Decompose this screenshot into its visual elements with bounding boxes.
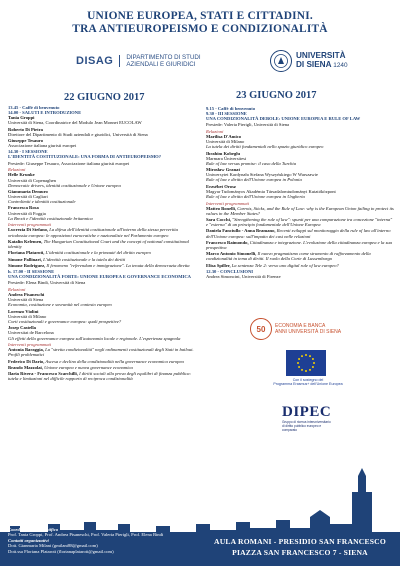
session-title: UNA CONDIZIONALITÀ DEBOLE: UNIONE EUROPEA E RULE OF LAW <box>206 116 361 122</box>
speaker-name: Marco Antonio Simonelli, <box>206 251 257 257</box>
session-chair: Presiede: Giuseppe Tesauro, Associazione italiana giuristi europei <box>8 160 130 166</box>
title-block <box>0 10 400 36</box>
footer-credits <box>8 527 198 554</box>
talk-title: L'identità costituzionale e la tutela dei diritti <box>41 256 126 262</box>
programmed-intervention <box>8 365 194 370</box>
day-2-programme <box>206 104 394 279</box>
dipec-logo <box>282 404 332 438</box>
economia-banca-text: ECONOMIA E BANCA ANNI UNIVERSITÀ DI SIENA <box>275 323 342 335</box>
eu-star <box>298 358 300 360</box>
speaker-entry <box>206 151 394 166</box>
contact-2: Dott.ssa Floriana Plataroti (florianaplataroti@gmail.com) <box>8 548 114 554</box>
talk-title: Corti costituzionali e governance europea: quali prospettive? <box>8 318 122 324</box>
talk-title: Rule of law e diritto dell'Unione europea in Polonia <box>206 177 302 183</box>
session-title: UNA CONDIZIONALITÀ FORTE: UNIONE EUROPEA E GOVERNANCE ECONOMICA <box>8 274 191 280</box>
talk-title: I diritti sociali alla prova degli equilibri di finanza pubblica: tutela e limitazioni nel difficile rapporto di reciproca condizionalità <box>8 371 192 382</box>
speaker-name: Elisa Spiller, <box>206 262 231 268</box>
programmed-intervention <box>8 227 194 237</box>
talk-title: "Strengthening the rule of law": spunti per una comparazione tra concezione "interna" e "esterna" di un principio fondamentale dell'Unione Europea <box>206 217 393 228</box>
session-chair: Presiede: Elena Bindi, Università di Siena <box>8 280 86 286</box>
programmed-intervention <box>8 371 194 381</box>
day-2-heading: 23 GIUGNO 2017 <box>236 90 317 101</box>
speaker-entry <box>206 184 394 199</box>
speaker-name: Brando Mazzolai, <box>8 364 43 370</box>
speaker-name: Lorenzo Violini <box>8 308 39 314</box>
speaker-entry <box>8 205 194 220</box>
speaker-entry <box>206 134 394 149</box>
talk-title: Il nuovo pragmatismo come strumento di rafforzamento della condizionalità in tema di diritti. Il ruolo della Corte di Lussemburgo <box>206 251 371 262</box>
speaker-affiliation: Università di Milano <box>8 313 47 319</box>
session-chair: Presiede: Valeria Pierigli, Università di Siena <box>206 122 290 128</box>
speaker-name: Daniela Fanciullo - Anna Bramano, <box>206 228 276 234</box>
day-1-heading: 22 GIUGNO 2017 <box>64 92 145 103</box>
programmed-intervention <box>8 263 194 268</box>
speaker-affiliation: Magyar Tudományos Akadémia Társadalomtudományi Kutatóközpont <box>206 188 336 194</box>
plain-line: Andrea Simoncini, Università di Firenze <box>206 274 281 280</box>
talk-title: Recenti sviluppi sul monitoraggio della rule of law all'interno dell'Unione europea: sull'impatto dei casi nelle relazioni <box>206 228 391 239</box>
section-label: Interventi programmati <box>8 342 52 348</box>
programmed-intervention <box>8 239 194 249</box>
university-siena-logo <box>270 50 348 72</box>
coordination-text: Prof. Tania Groppi, Prof. Andrea Pisaneschi, Prof. Valeria Pierigli, Prof. Elena Bindi <box>8 532 164 538</box>
speaker-affiliation: Università di Siena <box>8 297 44 303</box>
speaker-affiliation: Direttore del Dipartimento di Studi aziendali e giuridici, Università di Siena <box>8 131 148 137</box>
speaker-name: Francesco Raimondo, <box>206 239 249 245</box>
speaker-name: Giammaria Demuro <box>8 188 48 194</box>
talk-title: Controlimiti e identità costituzionale <box>8 199 76 205</box>
eu-star <box>305 370 307 372</box>
economia-banca-logo <box>250 318 370 340</box>
speaker-name: Roberto Di Pietra <box>8 126 43 132</box>
contact-1: Dott. Gianmaria Milani (gmilani88@gmail.com) <box>8 543 98 549</box>
talk-title: Rule of law e diritto dell'Unione europea in Ungheria <box>206 193 305 199</box>
programmed-intervention <box>8 347 194 357</box>
venue-line-1: AULA ROMANI - PRESIDIO SAN FRANCESCO <box>214 537 386 546</box>
event-title-line-2: TRA ANTIEUROPEISMO E CONDIZIONALITÀ <box>72 23 328 35</box>
speaker-name: Erzsébet Orosz <box>206 183 236 189</box>
speaker-entry <box>206 167 394 182</box>
disag-mark: DISAG <box>76 55 120 67</box>
speaker-affiliation: Università di Cagliari <box>8 194 48 200</box>
speaker-affiliation: Università di Copenaghen <box>8 177 56 183</box>
speaker-name: Simone Pallinari, <box>8 256 42 262</box>
speaker-entry <box>8 309 194 324</box>
header-logos <box>0 50 400 84</box>
day-1-programme <box>8 103 194 383</box>
dipec-subtitle: Gruppo di ricerca interuniversitario di diritto pubblico europeo e comparato <box>282 420 331 432</box>
talk-title: Ascesa e declino della condizionalità nella governance economica europea <box>44 358 184 364</box>
section-label: Interventi programmati <box>206 200 250 206</box>
speaker-entry <box>8 189 194 204</box>
speaker-name: Francesca Rosa <box>8 205 39 211</box>
speaker-name: Federico Di Dario, <box>8 358 45 364</box>
speaker-entry <box>8 292 194 307</box>
speaker-affiliation: Associazione italiana giuristi europei <box>8 143 77 149</box>
talk-title: L'identità costituzionale e la primauté del diritto europeo <box>44 250 151 256</box>
section-label: Relazioni <box>8 286 26 292</box>
speaker-name: Mirosław Granat <box>206 167 240 173</box>
speaker-affiliation: Università di Siena, Coordinatrice del Modulo Jean Monnet EUCOLAW <box>8 120 142 126</box>
schedule-time: 13.45 - Caffè di benvenuto <box>8 104 60 110</box>
speaker-entry <box>8 115 194 125</box>
talk-title: La tutela dei diritti fondamentali nello spazio giuridico europeo <box>206 144 324 150</box>
speaker-entry <box>8 138 194 148</box>
eu-star <box>298 366 300 368</box>
speaker-affiliation: Uniwersytet Kardynała Stefana Wyszyńskiego W Warszawie <box>206 172 318 178</box>
university-seal-icon <box>270 50 292 72</box>
section-label: Relazioni <box>8 167 26 173</box>
coordination-label: Coordinamento scientifico <box>8 527 59 532</box>
talk-title: Democratic drivers, identità costituzionale e Unione europea <box>8 182 121 188</box>
programmed-intervention <box>8 359 194 364</box>
programmed-intervention <box>206 228 394 238</box>
event-title-line-1: UNIONE EUROPEA, STATI E CITTADINI. <box>87 10 313 22</box>
talk-title: Cittadinanza e integrazione. L'evoluzione della cittadinanza europea e la sua prospettiva <box>206 239 392 251</box>
contacts-label: Contatti organizzativi <box>8 537 49 543</box>
speaker-name: Antonia Baraggia, <box>8 347 44 353</box>
speaker-name: Tania Groppi <box>8 115 35 121</box>
schedule-time: 9.15 - Caffè di benvenuto <box>206 105 256 111</box>
speaker-name: Marilisa D'Amico <box>206 133 242 139</box>
eu-star <box>301 369 303 371</box>
talk-title: La difesa dell'identità costituzionale all'interno della stessa pervertita ortodossia europea: le opposizioni eurocratiche e nazionaliste nel Parlamento europeo <box>8 227 178 238</box>
eu-star <box>305 354 307 356</box>
session-title: L'IDENTITÀ COSTITUZIONALE: UNA FORMA DI ANTIEUROPEISMO? <box>8 154 162 160</box>
talk-title: La Brexit e l'identità costituzionale britannica <box>8 215 93 221</box>
speaker-name: Helle Krunke <box>8 172 35 178</box>
talk-title: The Hungarian Constitutional Court and the concept of national constitutional identity <box>8 238 189 250</box>
disag-department-name: DIPARTIMENTO DI STUDI AZIENDALI E GIURIDICI <box>126 54 201 68</box>
talk-title: Carrots, Sticks, and the Rule of Law: why is the European Union failing to protect its values in the Member States? <box>206 205 394 216</box>
speaker-affiliation: Marmara Üniversitesi <box>206 155 247 161</box>
talk-title: Gli effetti della governance europea sull'autonomia locale e regionale. L'esperienza spagnola <box>8 335 181 341</box>
speaker-entry <box>8 325 194 340</box>
section-label: Interventi programmati <box>8 222 52 228</box>
speaker-entry <box>8 172 194 187</box>
speaker-name: Lucrezia Di Stefano, <box>8 227 49 233</box>
speaker-name: Sara Cocchi, <box>206 217 232 223</box>
eu-flag-icon <box>286 350 326 376</box>
disag-logo <box>76 54 201 68</box>
eu-star <box>313 362 315 364</box>
dipec-wordmark: DIPEC <box>282 404 332 420</box>
section-label: Relazioni <box>206 128 224 134</box>
speaker-name: Katalin Kelemen, <box>8 238 43 244</box>
programmed-intervention <box>206 206 394 216</box>
programmed-intervention <box>206 217 394 227</box>
venue-line-2: PIAZZA SAN FRANCESCO 7 - SIENA <box>232 548 368 557</box>
speaker-name: Floriana Plataroti, <box>8 250 45 256</box>
speaker-affiliation: Università di Milano <box>206 139 245 145</box>
session-title: 14.30 - I SESSIONE <box>8 149 48 155</box>
talk-title: La "stretta condizionalità" negli ordinamenti costituzionali degli Stati in bailout. Profili problematici <box>8 347 194 358</box>
talk-title: Unione europea e nuova governance economica <box>42 364 133 370</box>
programmed-intervention <box>8 257 194 262</box>
venue-info <box>206 536 394 558</box>
speaker-entry <box>8 127 194 137</box>
eu-star <box>309 355 311 357</box>
programmed-intervention <box>206 240 394 250</box>
speaker-affiliation: Università di Foggia <box>8 210 46 216</box>
programmed-intervention <box>206 251 394 261</box>
eu-star <box>309 369 311 371</box>
session-title: 12.30 - CONCLUSIONI <box>206 268 254 274</box>
speaker-name: Simone Rodriguez, <box>8 262 46 268</box>
programmed-intervention <box>206 263 394 268</box>
eu-star <box>312 358 314 360</box>
session-title: 9.30 - III SESSIONE <box>206 110 247 116</box>
speaker-name: Giuseppe Tesauro <box>8 137 44 143</box>
speaker-name: Josep Castella <box>8 325 36 331</box>
talk-title: Economia, costituzione e sovranità nel contesto europeo <box>8 302 112 308</box>
eu-star <box>312 366 314 368</box>
session-title: 14.00 - SALUTI E INTRODUZIONE <box>8 109 82 115</box>
erasmus-caption: Con il sostegno del Programma Erasmus+ dell'Unione Europea <box>273 378 343 387</box>
talk-title: Il fenomeno "referendum e immigrazione". La tenuta della democrazia diretta <box>45 262 190 268</box>
speaker-name: Ibrahim Kobeglu <box>206 150 241 156</box>
session-title: h. 17.00 - II SESSIONE <box>8 269 55 275</box>
university-name: UNIVERSITÀ DI SIENA 1240 <box>296 51 348 69</box>
speaker-name: Matteo Bonelli, <box>206 205 237 211</box>
fifty-years-badge: 50 <box>250 318 272 340</box>
speaker-name: Ilaria Rivera - Francesco Scarchilli, <box>8 371 78 377</box>
talk-title: Rule of law versus promise: il caso della Turchia <box>206 160 296 166</box>
speaker-name: Andrea Pisaneschi <box>8 292 45 298</box>
speaker-affiliation: Universitat de Barcelona <box>8 330 54 336</box>
eu-star <box>301 355 303 357</box>
programmed-intervention <box>8 250 194 255</box>
talk-title: La sentenza Tele 2: verso uno digital rule of law europeo? <box>230 262 339 268</box>
eu-star <box>297 362 299 364</box>
